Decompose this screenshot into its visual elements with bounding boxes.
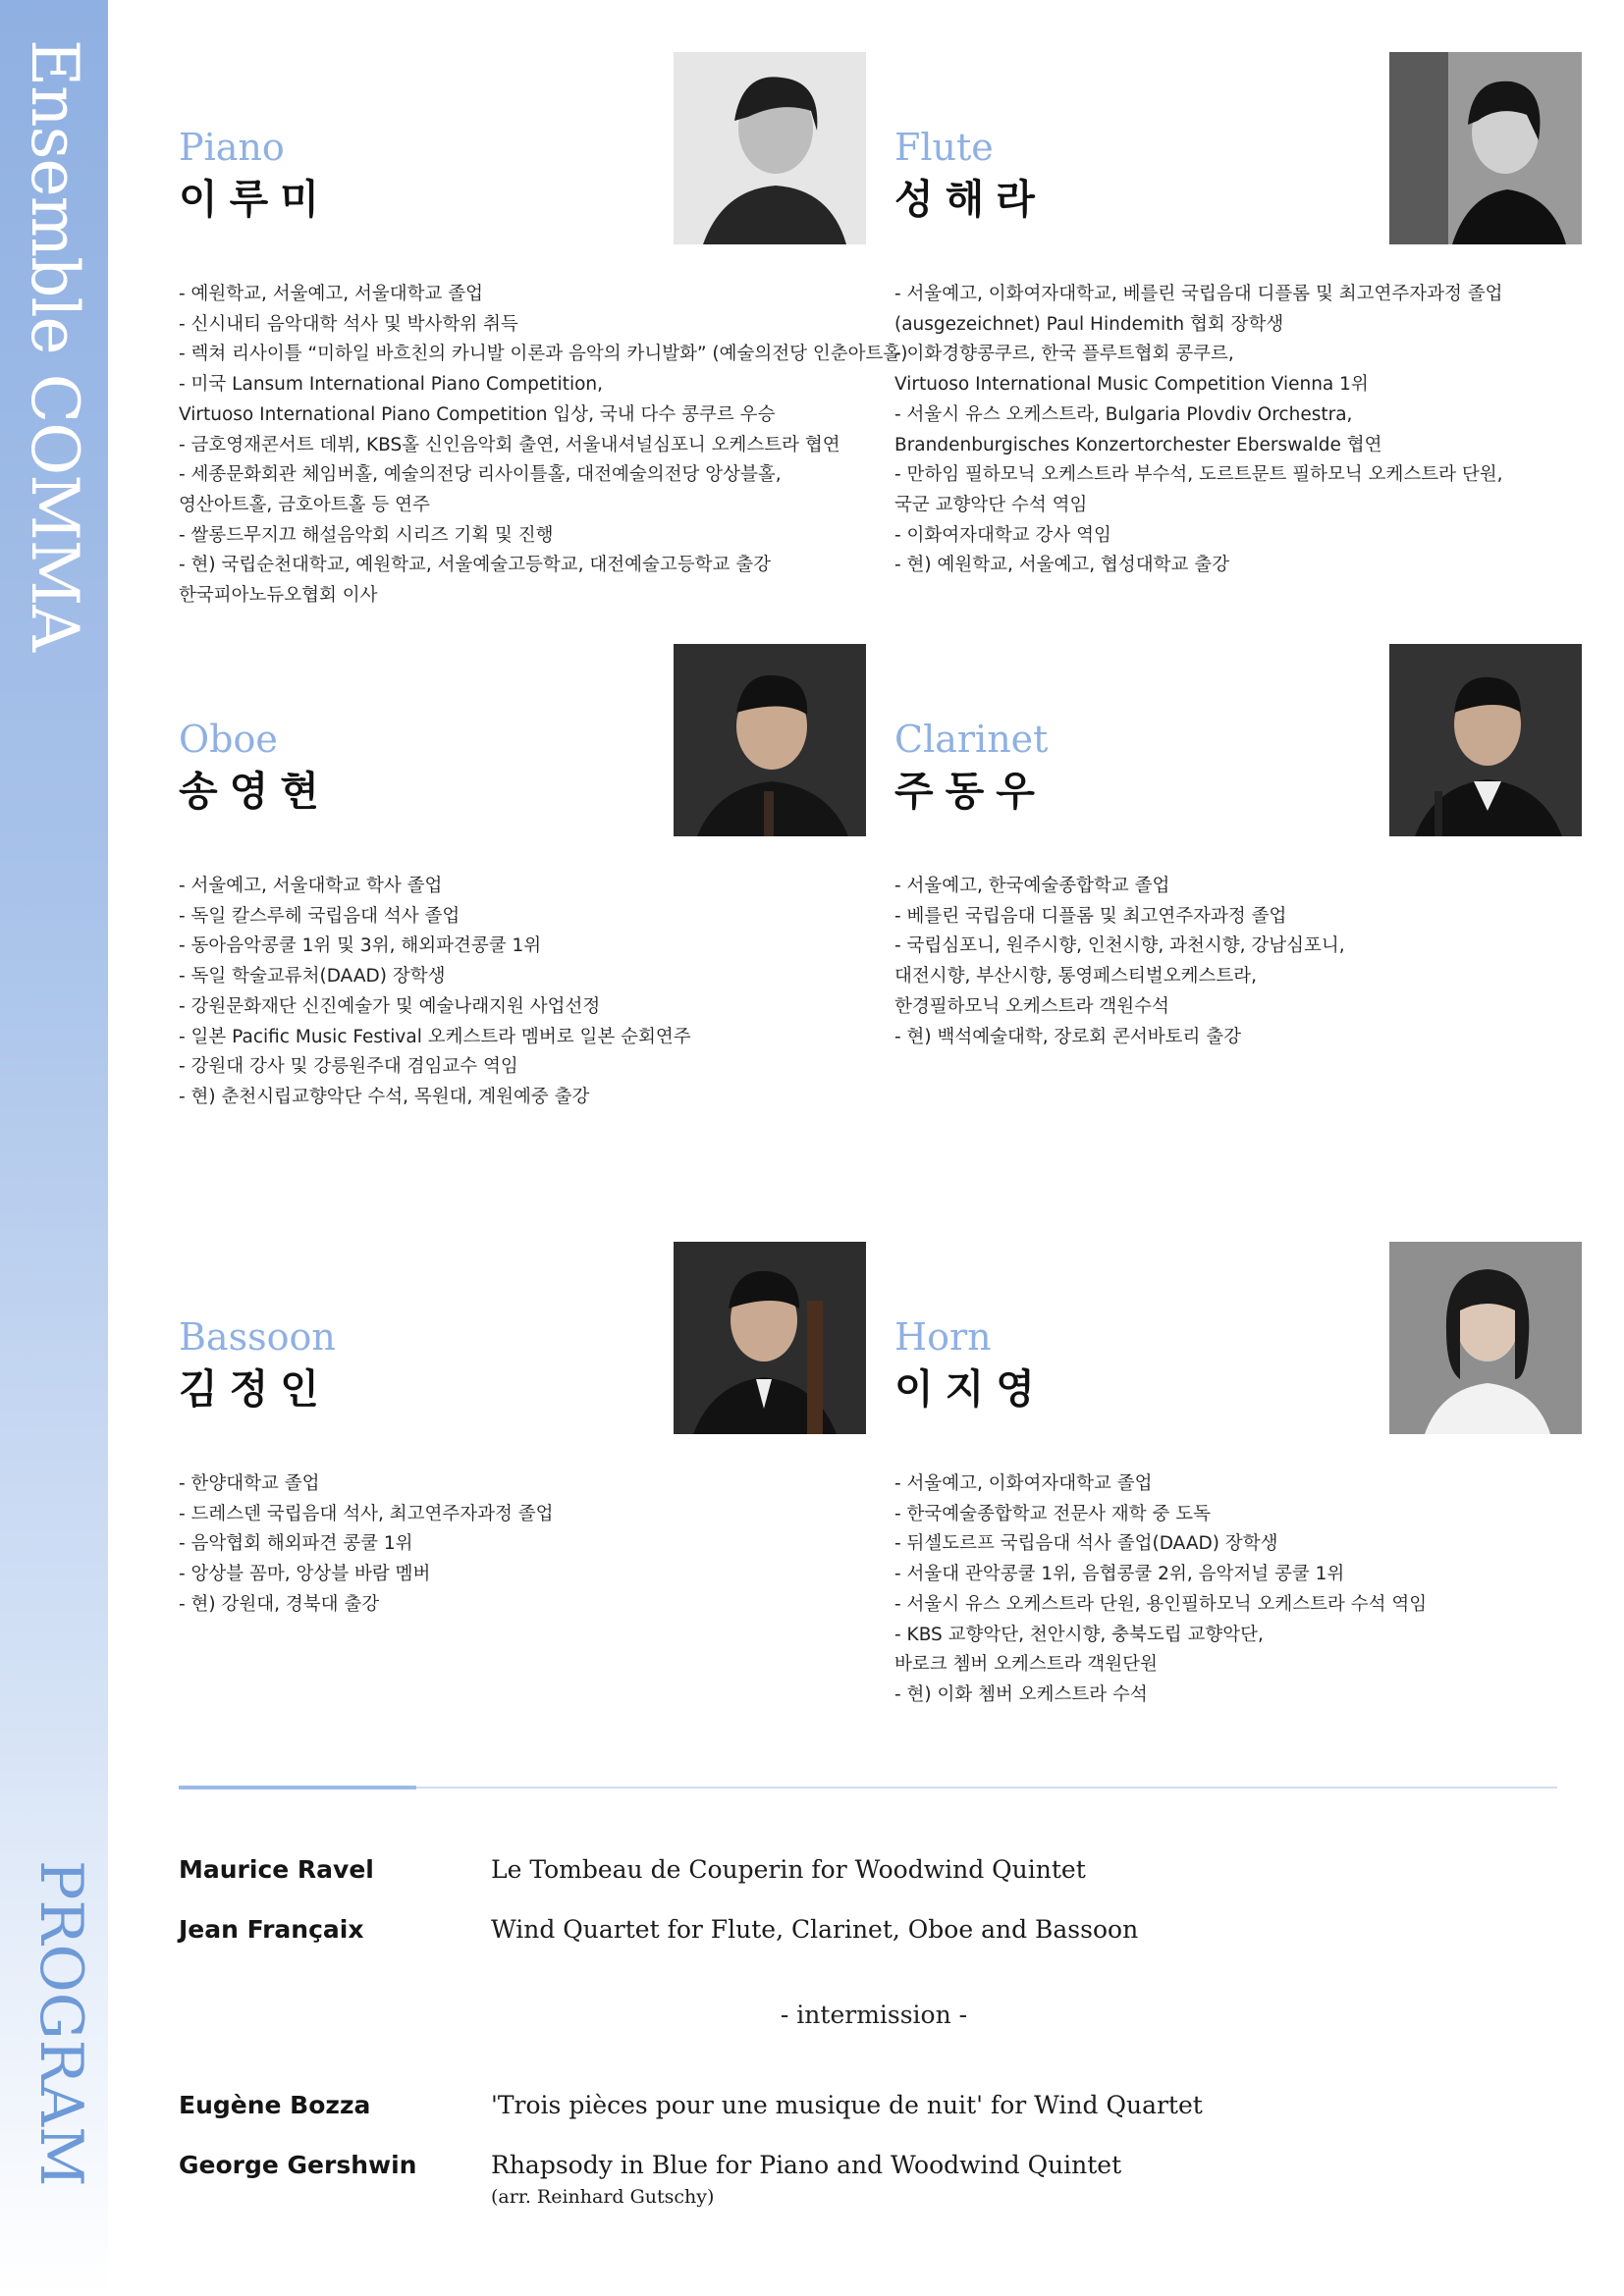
bio-line: - 예원학교, 서울예고, 서울대학교 졸업 bbox=[179, 284, 484, 304]
intermission: - intermission - bbox=[780, 2001, 968, 2029]
bio-line: - 현) 예원학교, 서울예고, 협성대학교 출강 bbox=[894, 555, 1229, 576]
composer: George Gershwin bbox=[179, 2151, 417, 2179]
work-title: 'Trois pièces pour une musique de nuit' for Wind Quartet bbox=[491, 2091, 1203, 2119]
instrument-label: Piano bbox=[179, 126, 285, 169]
composer: Eugène Bozza bbox=[179, 2091, 371, 2119]
bio-line: 한경필하모닉 오케스트라 객원수석 bbox=[894, 995, 1169, 1017]
bio-line: - 이화여자대학교 강사 역임 bbox=[894, 524, 1111, 546]
bio-line: Virtuoso International Piano Competition 입상, 국내 다수 콩쿠르 우승 bbox=[179, 403, 776, 425]
bio-line: - 서울대 관악콩쿨 1위, 음협콩쿨 2위, 음악저널 콩쿨 1위 bbox=[894, 1564, 1345, 1585]
bio-line: - 서울예고, 이화여자대학교, 베를린 국립음대 디플롬 및 최고연주자과정 졸업 bbox=[894, 284, 1503, 304]
portrait-photo bbox=[1389, 644, 1582, 836]
bio-line: Brandenburgisches Konzertorchester Eberswalde 협연 bbox=[894, 434, 1382, 455]
work-title: Le Tombeau de Couperin for Woodwind Quintet bbox=[491, 1855, 1086, 1884]
bio-line: - 드레스덴 국립음대 석사, 최고연주자과정 졸업 bbox=[179, 1503, 554, 1524]
bio-line: - 현) 춘천시립교향악단 수석, 목원대, 계원예중 출강 bbox=[179, 1086, 590, 1107]
bio-line: 바로크 쳄버 오케스트라 객원단원 bbox=[894, 1654, 1158, 1676]
bio-line: - 이화경향콩쿠르, 한국 플루트협회 콩쿠르, bbox=[894, 344, 1234, 365]
bio-line: - 렉쳐 리사이틀 “미하일 바흐친의 카니발 이론과 음악의 카니발화” (예술의전당 인춘아트홀) bbox=[179, 344, 908, 365]
bio-line: 대전시향, 부산시향, 통영페스티벌오케스트라, bbox=[894, 966, 1257, 988]
bio-line: - 쌀롱드무지끄 해설음악회 시리즈 기획 및 진행 bbox=[179, 524, 554, 546]
bio-line: - 국립심포니, 원주시향, 인천시향, 과천시향, 강남심포니, bbox=[894, 935, 1345, 957]
member-bio bbox=[894, 1469, 1582, 1711]
instrument-label: Oboe bbox=[179, 718, 278, 761]
portrait-photo bbox=[674, 644, 866, 836]
bio-line: - 일본 Pacific Music Festival 오케스트라 멤버로 일본 순회연주 bbox=[179, 1026, 691, 1047]
work-title: Wind Quartet for Flute, Clarinet, Oboe and Bassoon bbox=[491, 1915, 1139, 1944]
instrument-label: Flute bbox=[894, 126, 994, 169]
program-item bbox=[179, 2151, 1553, 2219]
bio-line: - 현) 이화 쳄버 오케스트라 수석 bbox=[894, 1683, 1148, 1705]
member-oboe bbox=[179, 715, 866, 1264]
member-bio bbox=[179, 872, 866, 1113]
bio-line: - 뒤셀도르프 국립음대 석사 졸업(DAAD) 장학생 bbox=[894, 1533, 1278, 1555]
bio-line: - 독일 학술교류처(DAAD) 장학생 bbox=[179, 966, 446, 988]
bio-line: - KBS 교향악단, 천안시향, 충북도립 교향악단, bbox=[894, 1624, 1264, 1645]
member-name: 성해라 bbox=[894, 176, 1047, 223]
bio-line: - 서울예고, 이화여자대학교 졸업 bbox=[894, 1473, 1153, 1494]
instrument-label: Bassoon bbox=[179, 1315, 336, 1359]
bio-line: - 현) 국립순천대학교, 예원학교, 서울예술고등학교, 대전예술고등학교 출강 bbox=[179, 555, 771, 576]
member-piano bbox=[179, 123, 908, 672]
bio-line: - 서울시 유스 오케스트라, Bulgaria Plovdiv Orchestra, bbox=[894, 403, 1353, 425]
instrument-label: Clarinet bbox=[894, 718, 1049, 761]
member-bio bbox=[179, 280, 908, 612]
divider-accent bbox=[179, 1786, 416, 1789]
member-name: 송영현 bbox=[179, 768, 331, 815]
bio-line: - 동아음악콩쿨 1위 및 3위, 해외파견콩쿨 1위 bbox=[179, 935, 542, 957]
member-name: 주동우 bbox=[894, 768, 1047, 815]
bio-line: - 금호영재콘서트 데뷔, KBS홀 신인음악회 출연, 서울내셔널심포니 오케스트라 협연 bbox=[179, 434, 840, 455]
bio-line: - 강원대 강사 및 강릉원주대 겸임교수 역임 bbox=[179, 1056, 518, 1078]
program-item bbox=[179, 1855, 1553, 1895]
composer: Maurice Ravel bbox=[179, 1855, 374, 1884]
bio-line: 국군 교향악단 수석 역임 bbox=[894, 494, 1088, 515]
bio-line: - 만하임 필하모닉 오케스트라 부수석, 도르트문트 필하모닉 오케스트라 단원, bbox=[894, 464, 1503, 486]
member-bassoon bbox=[179, 1312, 866, 1862]
program-label: PROGRAM bbox=[27, 1860, 95, 2187]
bio-line: - 음악협회 해외파견 콩쿨 1위 bbox=[179, 1533, 413, 1555]
composer: Jean Françaix bbox=[179, 1915, 364, 1944]
bio-line: - 서울예고, 서울대학교 학사 졸업 bbox=[179, 876, 443, 896]
bio-line: - 세종문화회관 체임버홀, 예술의전당 리사이틀홀, 대전예술의전당 앙상블홀, bbox=[179, 464, 782, 486]
bio-line: Virtuoso International Music Competition Vienna 1위 bbox=[894, 374, 1369, 396]
bio-line: (ausgezeichnet) Paul Hindemith 협회 장학생 bbox=[894, 313, 1284, 335]
member-name: 이지영 bbox=[894, 1365, 1047, 1413]
member-bio bbox=[179, 1469, 866, 1621]
work-title: Rhapsody in Blue for Piano and Woodwind Quintet bbox=[491, 2151, 1122, 2179]
bio-line: - 한양대학교 졸업 bbox=[179, 1473, 320, 1494]
member-flute bbox=[894, 123, 1582, 672]
portrait-photo bbox=[674, 52, 866, 244]
bio-line: - 서울시 유스 오케스트라 단원, 용인필하모닉 오케스트라 수석 역임 bbox=[894, 1593, 1428, 1615]
bio-line: - 베를린 국립음대 디플롬 및 최고연주자과정 졸업 bbox=[894, 905, 1287, 927]
bio-line: - 독일 칼스루헤 국립음대 석사 졸업 bbox=[179, 905, 460, 927]
member-horn bbox=[894, 1312, 1582, 1862]
member-name: 김정인 bbox=[179, 1365, 331, 1413]
member-clarinet bbox=[894, 715, 1582, 1264]
bio-line: - 현) 백석예술대학, 장로회 콘서바토리 출강 bbox=[894, 1026, 1241, 1047]
portrait-photo bbox=[674, 1242, 866, 1434]
member-bio bbox=[894, 872, 1582, 1052]
program-item bbox=[179, 1915, 1553, 1954]
portrait-photo bbox=[1389, 52, 1582, 244]
member-name: 이루미 bbox=[179, 176, 331, 223]
bio-line: 영산아트홀, 금호아트홀 등 연주 bbox=[179, 494, 430, 515]
portrait-photo bbox=[1389, 1242, 1582, 1434]
bio-line: - 신시내티 음악대학 석사 및 박사학위 취득 bbox=[179, 313, 518, 335]
bio-line: - 강원문화재단 신진예술가 및 예술나래지원 사업선정 bbox=[179, 995, 601, 1017]
bio-line: - 현) 강원대, 경북대 출강 bbox=[179, 1593, 380, 1615]
bio-line: - 한국예술종합학교 전문사 재학 중 도독 bbox=[894, 1503, 1212, 1524]
bio-line: - 미국 Lansum International Piano Competition, bbox=[179, 374, 604, 396]
bio-line: - 서울예고, 한국예술종합학교 졸업 bbox=[894, 876, 1170, 896]
bio-line: 한국피아노듀오협회 이사 bbox=[179, 585, 378, 607]
program-item bbox=[179, 2091, 1553, 2130]
ensemble-title: Ensemble COMMA bbox=[17, 39, 92, 652]
arrangement-note: (arr. Reinhard Gutschy) bbox=[491, 2186, 715, 2208]
bio-line: - 앙상블 꼼마, 앙상블 바람 멤버 bbox=[179, 1564, 431, 1585]
instrument-label: Horn bbox=[894, 1315, 992, 1359]
member-bio bbox=[894, 280, 1582, 581]
